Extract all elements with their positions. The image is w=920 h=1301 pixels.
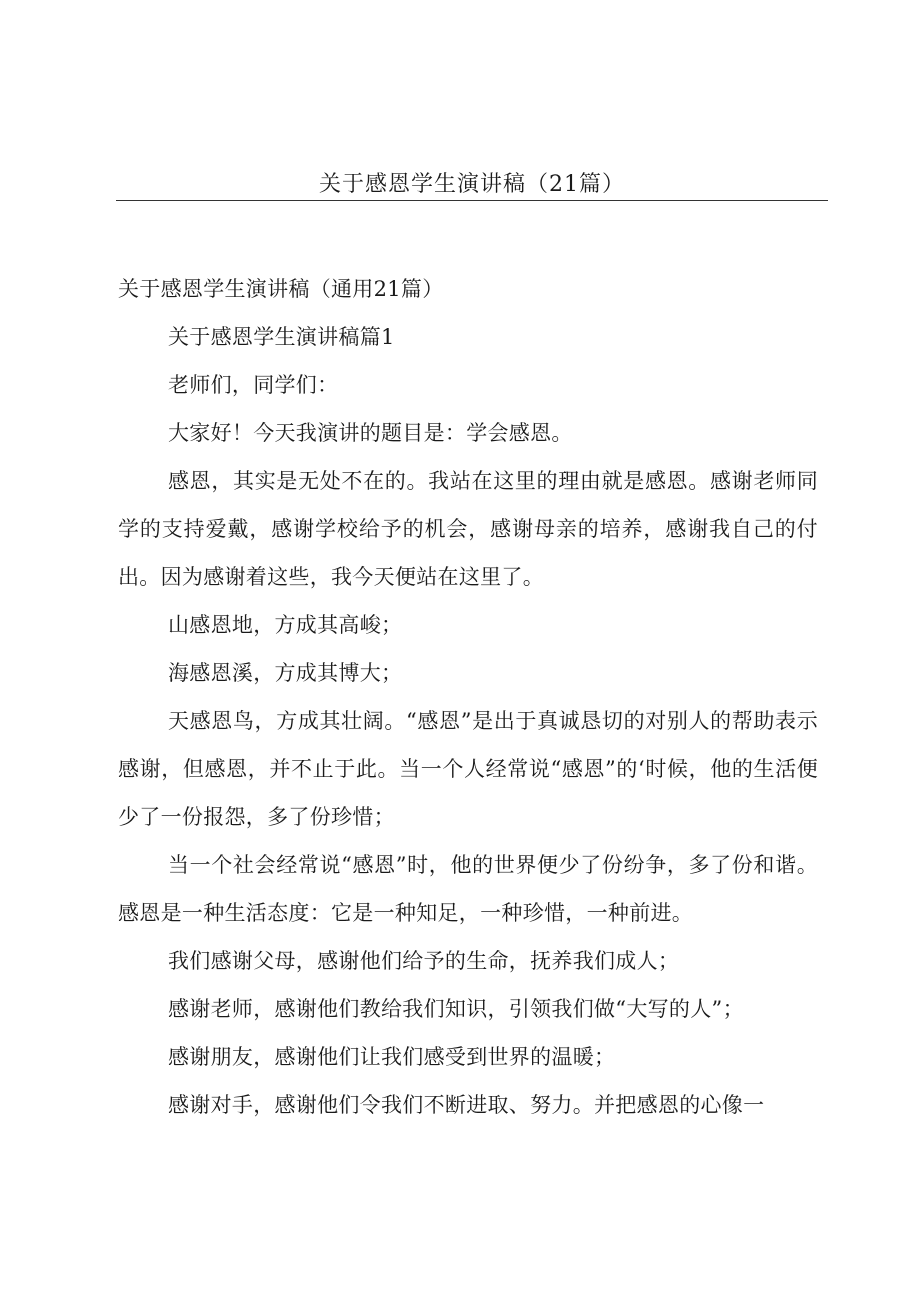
paragraph-greeting: 老师们，同学们： [168, 373, 339, 397]
paragraph-opening: 大家好！今天我演讲的题目是：学会感恩。 [168, 421, 573, 445]
paragraph: 山感恩地，方成其高峻； [168, 613, 403, 637]
document-subtitle: 关于感恩学生演讲稿（通用21篇） [118, 277, 444, 301]
paragraph: 海感恩溪，方成其博大； [168, 661, 403, 685]
paragraph: 感谢对手，感谢他们令我们不断进取、努力。并把感恩的心像一 [168, 1093, 765, 1117]
paragraph: 我们感谢父母，感谢他们给予的生命，抚养我们成人； [168, 949, 680, 973]
paragraph: 当一个社会经常说“感恩”时，他的世界便少了份纷争，多了份和谐。感恩是一种生活态度：它是一种知足，一种珍惜，一种前进。 [118, 853, 818, 925]
paragraph: 感谢朋友，感谢他们让我们感受到世界的温暖； [168, 1045, 616, 1069]
section-heading: 关于感恩学生演讲稿篇1 [168, 325, 395, 349]
document-body [118, 265, 818, 1129]
document-title: 关于感恩学生演讲稿（21篇） [319, 172, 625, 197]
paragraph: 感恩，其实是无处不在的。我站在这里的理由就是感恩。感谢老师同学的支持爱戴，感谢学校给予的机会，感谢母亲的培养，感谢我自己的付出。因为感谢着这些，我今天便站在这里了。 [118, 469, 818, 589]
title-divider [116, 200, 828, 201]
paragraph: 天感恩鸟，方成其壮阔。“感恩”是出于真诚恳切的对别人的帮助表示感谢，但感恩，并不止于此。当一个人经常说“感恩”的‘时候，他的生活便少了一份报怨，多了份珍惜； [118, 709, 818, 829]
paragraph: 感谢老师，感谢他们教给我们知识，引领我们做“大写的人”； [168, 997, 744, 1021]
